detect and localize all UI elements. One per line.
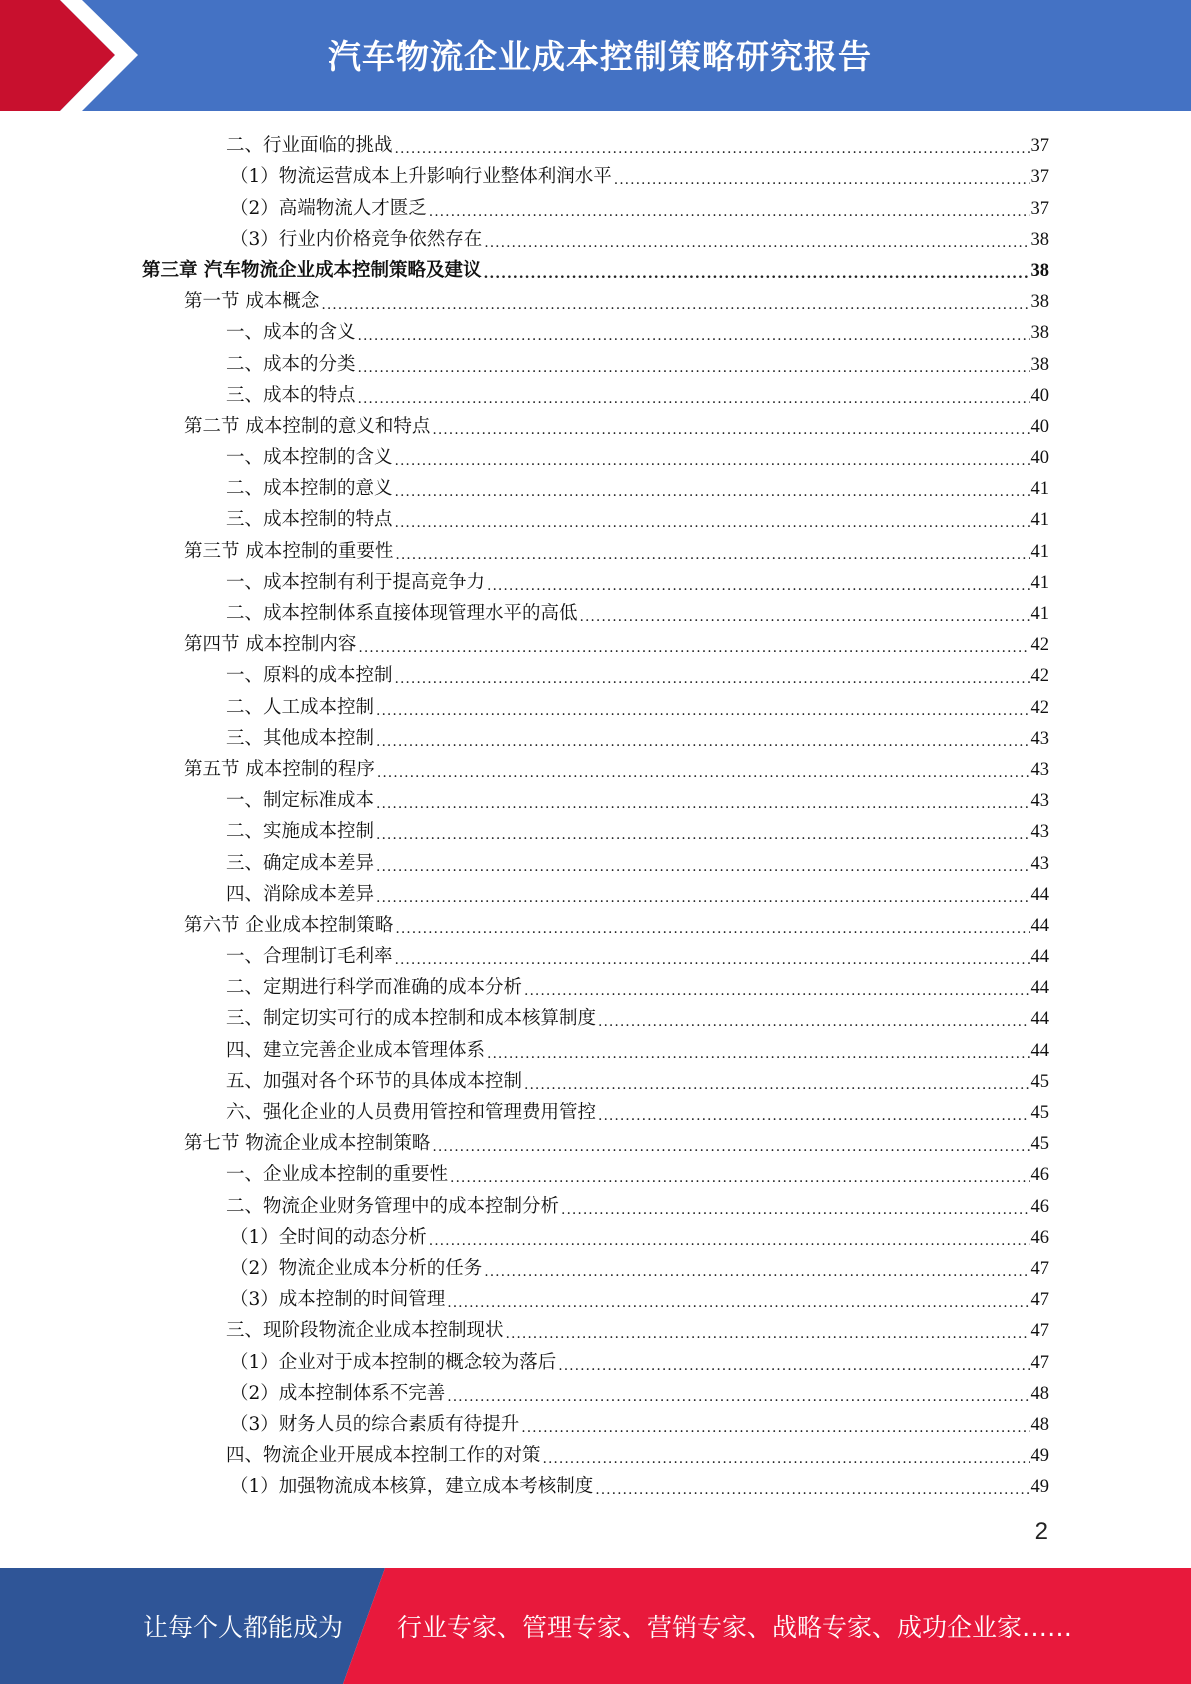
- toc-entry[interactable]: [142, 1250, 1049, 1281]
- toc-entry-page: 45: [1030, 1071, 1049, 1092]
- toc-entry-page: 49: [1030, 1446, 1049, 1467]
- toc-entry-label: 第三章 汽车物流企业成本控制策略及建议: [142, 259, 482, 281]
- toc-entry-page: 47: [1030, 1290, 1049, 1311]
- toc-entry-label: 二、成本的分类: [226, 353, 356, 375]
- toc-entry[interactable]: [142, 1406, 1049, 1437]
- toc-entry-page: 41: [1030, 604, 1049, 624]
- toc-dot-leader: [429, 1228, 1030, 1250]
- toc-entry-page: 41: [1030, 541, 1049, 562]
- table-of-contents: [142, 127, 1049, 1499]
- toc-entry[interactable]: [142, 657, 1049, 688]
- toc-entry[interactable]: [142, 501, 1049, 532]
- toc-entry[interactable]: [142, 1156, 1049, 1187]
- toc-dot-leader: [506, 1321, 1030, 1343]
- toc-entry-label: （1）企业对于成本控制的概念较为落后: [230, 1351, 557, 1373]
- toc-entry-label: 一、制定标准成本: [226, 790, 375, 812]
- toc-dot-leader: [376, 822, 1029, 844]
- toc-entry-page: 44: [1030, 884, 1049, 905]
- toc-entry-page: 41: [1030, 572, 1049, 593]
- toc-entry-label: 四、物流企业开展成本控制工作的对策: [226, 1445, 541, 1467]
- toc-entry[interactable]: [142, 1437, 1049, 1468]
- toc-entry-label: 一、原料的成本控制: [226, 665, 393, 687]
- toc-entry[interactable]: [142, 844, 1049, 875]
- toc-entry-page: 44: [1030, 915, 1049, 936]
- toc-dot-leader: [432, 1134, 1029, 1156]
- toc-entry-label: 二、物流企业财务管理中的成本控制分析: [226, 1195, 560, 1217]
- header-band: [0, 0, 1191, 111]
- toc-entry[interactable]: [142, 1000, 1049, 1031]
- toc-entry-page: 42: [1030, 635, 1049, 656]
- toc-entry-page: 37: [1030, 167, 1049, 188]
- toc-entry-label: 二、成本控制体系直接体现管理水平的高低: [226, 603, 578, 624]
- toc-entry[interactable]: [142, 377, 1049, 408]
- toc-entry[interactable]: [142, 782, 1049, 813]
- toc-entry-page: 38: [1030, 229, 1049, 250]
- toc-dot-leader: [376, 729, 1029, 751]
- toc-entry-label: 三、制定切实可行的成本控制和成本核算制度: [226, 1008, 597, 1030]
- chevron-logo-icon: [0, 0, 160, 111]
- toc-entry[interactable]: [142, 127, 1049, 158]
- toc-entry-label: （3）成本控制的时间管理: [230, 1289, 446, 1311]
- toc-entry[interactable]: [142, 252, 1049, 283]
- toc-entry-page: 49: [1030, 1477, 1049, 1498]
- toc-entry[interactable]: [142, 1281, 1049, 1312]
- toc-entry-page: 40: [1030, 385, 1049, 406]
- toc-entry-label: 第六节 企业成本控制策略: [184, 914, 394, 936]
- toc-dot-leader: [395, 136, 1030, 158]
- toc-entry-page: 47: [1030, 1352, 1049, 1373]
- toc-entry-page: 44: [1030, 1009, 1049, 1030]
- toc-entry-page: 38: [1030, 260, 1049, 281]
- toc-entry[interactable]: [142, 1219, 1049, 1250]
- toc-entry-label: 第二节 成本控制的意义和特点: [184, 415, 431, 437]
- toc-entry-label: 第七节 物流企业成本控制策略: [184, 1133, 431, 1155]
- toc-entry[interactable]: [142, 876, 1049, 907]
- toc-entry[interactable]: [142, 408, 1049, 439]
- toc-dot-leader: [543, 1446, 1030, 1468]
- toc-entry-label: （1）加强物流成本核算，建立成本考核制度: [230, 1476, 594, 1498]
- toc-entry-page: 44: [1030, 978, 1049, 999]
- toc-entry-label: 二、行业面临的挑战: [226, 135, 393, 157]
- toc-entry[interactable]: [142, 470, 1049, 501]
- toc-entry-page: 43: [1030, 759, 1049, 780]
- toc-entry-label: 三、现阶段物流企业成本控制现状: [226, 1320, 504, 1342]
- toc-entry[interactable]: [142, 221, 1049, 252]
- toc-entry[interactable]: [142, 688, 1049, 719]
- toc-entry[interactable]: [142, 1468, 1049, 1499]
- toc-entry-label: 第五节 成本控制的程序: [184, 758, 375, 780]
- toc-entry-page: 38: [1030, 292, 1049, 313]
- toc-entry-label: 三、确定成本差异: [226, 852, 375, 874]
- toc-dot-leader: [377, 760, 1030, 782]
- toc-entry-page: 44: [1030, 947, 1049, 968]
- toc-entry-page: 47: [1030, 1321, 1049, 1342]
- toc-entry[interactable]: [142, 1187, 1049, 1218]
- toc-entry[interactable]: [142, 1375, 1049, 1406]
- toc-dot-leader: [358, 323, 1030, 345]
- toc-dot-leader: [447, 1384, 1029, 1406]
- toc-entry-label: 四、建立完善企业成本管理体系: [226, 1039, 486, 1061]
- toc-entry-page: 43: [1030, 791, 1049, 812]
- toc-dot-leader: [483, 261, 1029, 283]
- footer-slogan-right: 行业专家、管理专家、营销专家、战略专家、成功企业家……: [397, 1613, 1073, 1642]
- toc-entry-page: 41: [1030, 479, 1049, 500]
- toc-dot-leader: [376, 854, 1029, 876]
- toc-entry[interactable]: [142, 345, 1049, 376]
- footer-slogan-left: 让每个人都能成为: [143, 1613, 344, 1642]
- toc-entry-page: 48: [1030, 1383, 1049, 1404]
- toc-entry[interactable]: [142, 626, 1049, 657]
- toc-dot-leader: [376, 885, 1029, 907]
- toc-entry[interactable]: [142, 1063, 1049, 1094]
- toc-dot-leader: [429, 199, 1030, 221]
- toc-entry-page: 40: [1030, 416, 1049, 437]
- toc-entry-label: 三、成本的特点: [226, 384, 356, 406]
- toc-entry[interactable]: [142, 1094, 1049, 1125]
- toc-entry-page: 47: [1030, 1258, 1049, 1279]
- page-number: 2: [1034, 1518, 1048, 1545]
- toc-entry-label: 一、企业成本控制的重要性: [226, 1164, 449, 1186]
- toc-dot-leader: [561, 1197, 1029, 1219]
- toc-dot-leader: [524, 1072, 1029, 1094]
- toc-entry-page: 46: [1030, 1227, 1049, 1248]
- toc-dot-leader: [395, 542, 1029, 564]
- toc-entry[interactable]: [142, 595, 1049, 626]
- toc-entry[interactable]: [142, 158, 1049, 189]
- toc-dot-leader: [450, 1165, 1029, 1187]
- toc-entry-label: 五、加强对各个环节的具体成本控制: [226, 1070, 523, 1092]
- toc-entry-page: 45: [1030, 1103, 1049, 1123]
- toc-dot-leader: [321, 292, 1029, 314]
- toc-entry-page: 41: [1030, 510, 1049, 531]
- toc-entry-label: 第一节 成本概念: [184, 291, 320, 313]
- toc-entry-page: 44: [1030, 1040, 1049, 1061]
- toc-entry-label: （2）成本控制体系不完善: [230, 1382, 446, 1404]
- toc-entry-label: 一、成本控制的含义: [226, 447, 393, 469]
- toc-entry-label: 二、定期进行科学而准确的成本分析: [226, 977, 523, 999]
- toc-entry-label: （2）高端物流人才匮乏: [230, 197, 427, 219]
- toc-dot-leader: [558, 1353, 1029, 1375]
- toc-dot-leader: [614, 167, 1030, 189]
- toc-dot-leader: [484, 1259, 1029, 1281]
- toc-dot-leader: [595, 1477, 1029, 1499]
- toc-entry-page: 42: [1030, 697, 1049, 718]
- toc-dot-leader: [358, 635, 1029, 657]
- toc-entry-page: 48: [1030, 1414, 1049, 1435]
- toc-dot-leader: [598, 1009, 1029, 1031]
- toc-dot-leader: [358, 355, 1030, 377]
- toc-entry[interactable]: [142, 532, 1049, 563]
- toc-entry[interactable]: [142, 751, 1049, 782]
- toc-entry[interactable]: [142, 189, 1049, 220]
- toc-entry-label: （3）财务人员的综合素质有待提升: [230, 1413, 520, 1435]
- toc-entry-page: 37: [1030, 136, 1049, 157]
- toc-entry[interactable]: [142, 907, 1049, 938]
- toc-entry-page: 46: [1030, 1165, 1049, 1186]
- toc-entry-page: 38: [1030, 323, 1049, 344]
- toc-entry-label: 一、成本控制有利于提高竞争力: [226, 571, 486, 593]
- toc-entry[interactable]: [142, 720, 1049, 751]
- toc-entry-label: 一、合理制订毛利率: [226, 946, 393, 968]
- toc-entry[interactable]: [142, 439, 1049, 470]
- toc-dot-leader: [521, 1415, 1029, 1437]
- toc-entry-page: 43: [1030, 853, 1049, 874]
- toc-entry[interactable]: [142, 564, 1049, 595]
- toc-dot-leader: [432, 417, 1029, 439]
- toc-entry-page: 43: [1030, 822, 1049, 843]
- toc-entry-page: 38: [1030, 354, 1049, 375]
- toc-entry-label: 三、其他成本控制: [226, 727, 375, 749]
- toc-entry-label: 第四节 成本控制内容: [184, 634, 357, 656]
- toc-entry[interactable]: [142, 283, 1049, 314]
- toc-entry-label: 二、人工成本控制: [226, 696, 375, 718]
- toc-dot-leader: [395, 510, 1030, 532]
- toc-entry-page: 45: [1030, 1134, 1049, 1155]
- toc-entry-page: 40: [1030, 448, 1049, 469]
- toc-entry[interactable]: [142, 1312, 1049, 1343]
- toc-dot-leader: [395, 448, 1030, 470]
- footer-band: [0, 1568, 1191, 1684]
- toc-entry-label: （1）物流运营成本上升影响行业整体利润水平: [230, 166, 612, 188]
- toc-entry-label: 第三节 成本控制的重要性: [184, 540, 394, 562]
- toc-dot-leader: [376, 698, 1029, 720]
- toc-entry[interactable]: [142, 938, 1049, 969]
- toc-entry-label: （2）物流企业成本分析的任务: [230, 1257, 483, 1279]
- toc-dot-leader: [376, 791, 1029, 813]
- toc-entry-page: 37: [1030, 198, 1049, 219]
- toc-entry-page: 42: [1030, 666, 1049, 687]
- toc-entry-label: 四、消除成本差异: [226, 883, 375, 905]
- toc-dot-leader: [484, 230, 1029, 252]
- toc-dot-leader: [487, 1041, 1029, 1063]
- toc-entry-page: 46: [1030, 1196, 1049, 1217]
- toc-entry-label: 三、成本控制的特点: [226, 509, 393, 531]
- toc-entry[interactable]: [142, 1343, 1049, 1374]
- toc-entry-page: 43: [1030, 728, 1049, 749]
- toc-dot-leader: [395, 916, 1029, 938]
- toc-entry[interactable]: [142, 813, 1049, 844]
- toc-dot-leader: [395, 666, 1030, 688]
- toc-dot-leader: [395, 947, 1030, 969]
- toc-entry-label: 二、实施成本控制: [226, 821, 375, 843]
- toc-dot-leader: [580, 604, 1030, 626]
- toc-dot-leader: [524, 978, 1029, 1000]
- toc-entry-label: （1）全时间的动态分析: [230, 1226, 427, 1248]
- toc-entry-label: （3）行业内价格竞争依然存在: [230, 228, 483, 250]
- document-title: 汽车物流企业成本控制策略研究报告: [328, 36, 872, 76]
- toc-entry[interactable]: [142, 1031, 1049, 1062]
- toc-entry-label: 六、强化企业的人员费用管控和管理费用管控: [226, 1102, 597, 1123]
- toc-dot-leader: [358, 386, 1030, 408]
- toc-entry[interactable]: [142, 969, 1049, 1000]
- toc-entry[interactable]: [142, 1125, 1049, 1156]
- toc-dot-leader: [598, 1103, 1029, 1125]
- toc-dot-leader: [447, 1290, 1029, 1312]
- toc-entry-label: 一、成本的含义: [226, 322, 356, 344]
- toc-entry[interactable]: [142, 314, 1049, 345]
- toc-dot-leader: [487, 573, 1029, 595]
- toc-dot-leader: [395, 479, 1030, 501]
- toc-entry-label: 二、成本控制的意义: [226, 478, 393, 500]
